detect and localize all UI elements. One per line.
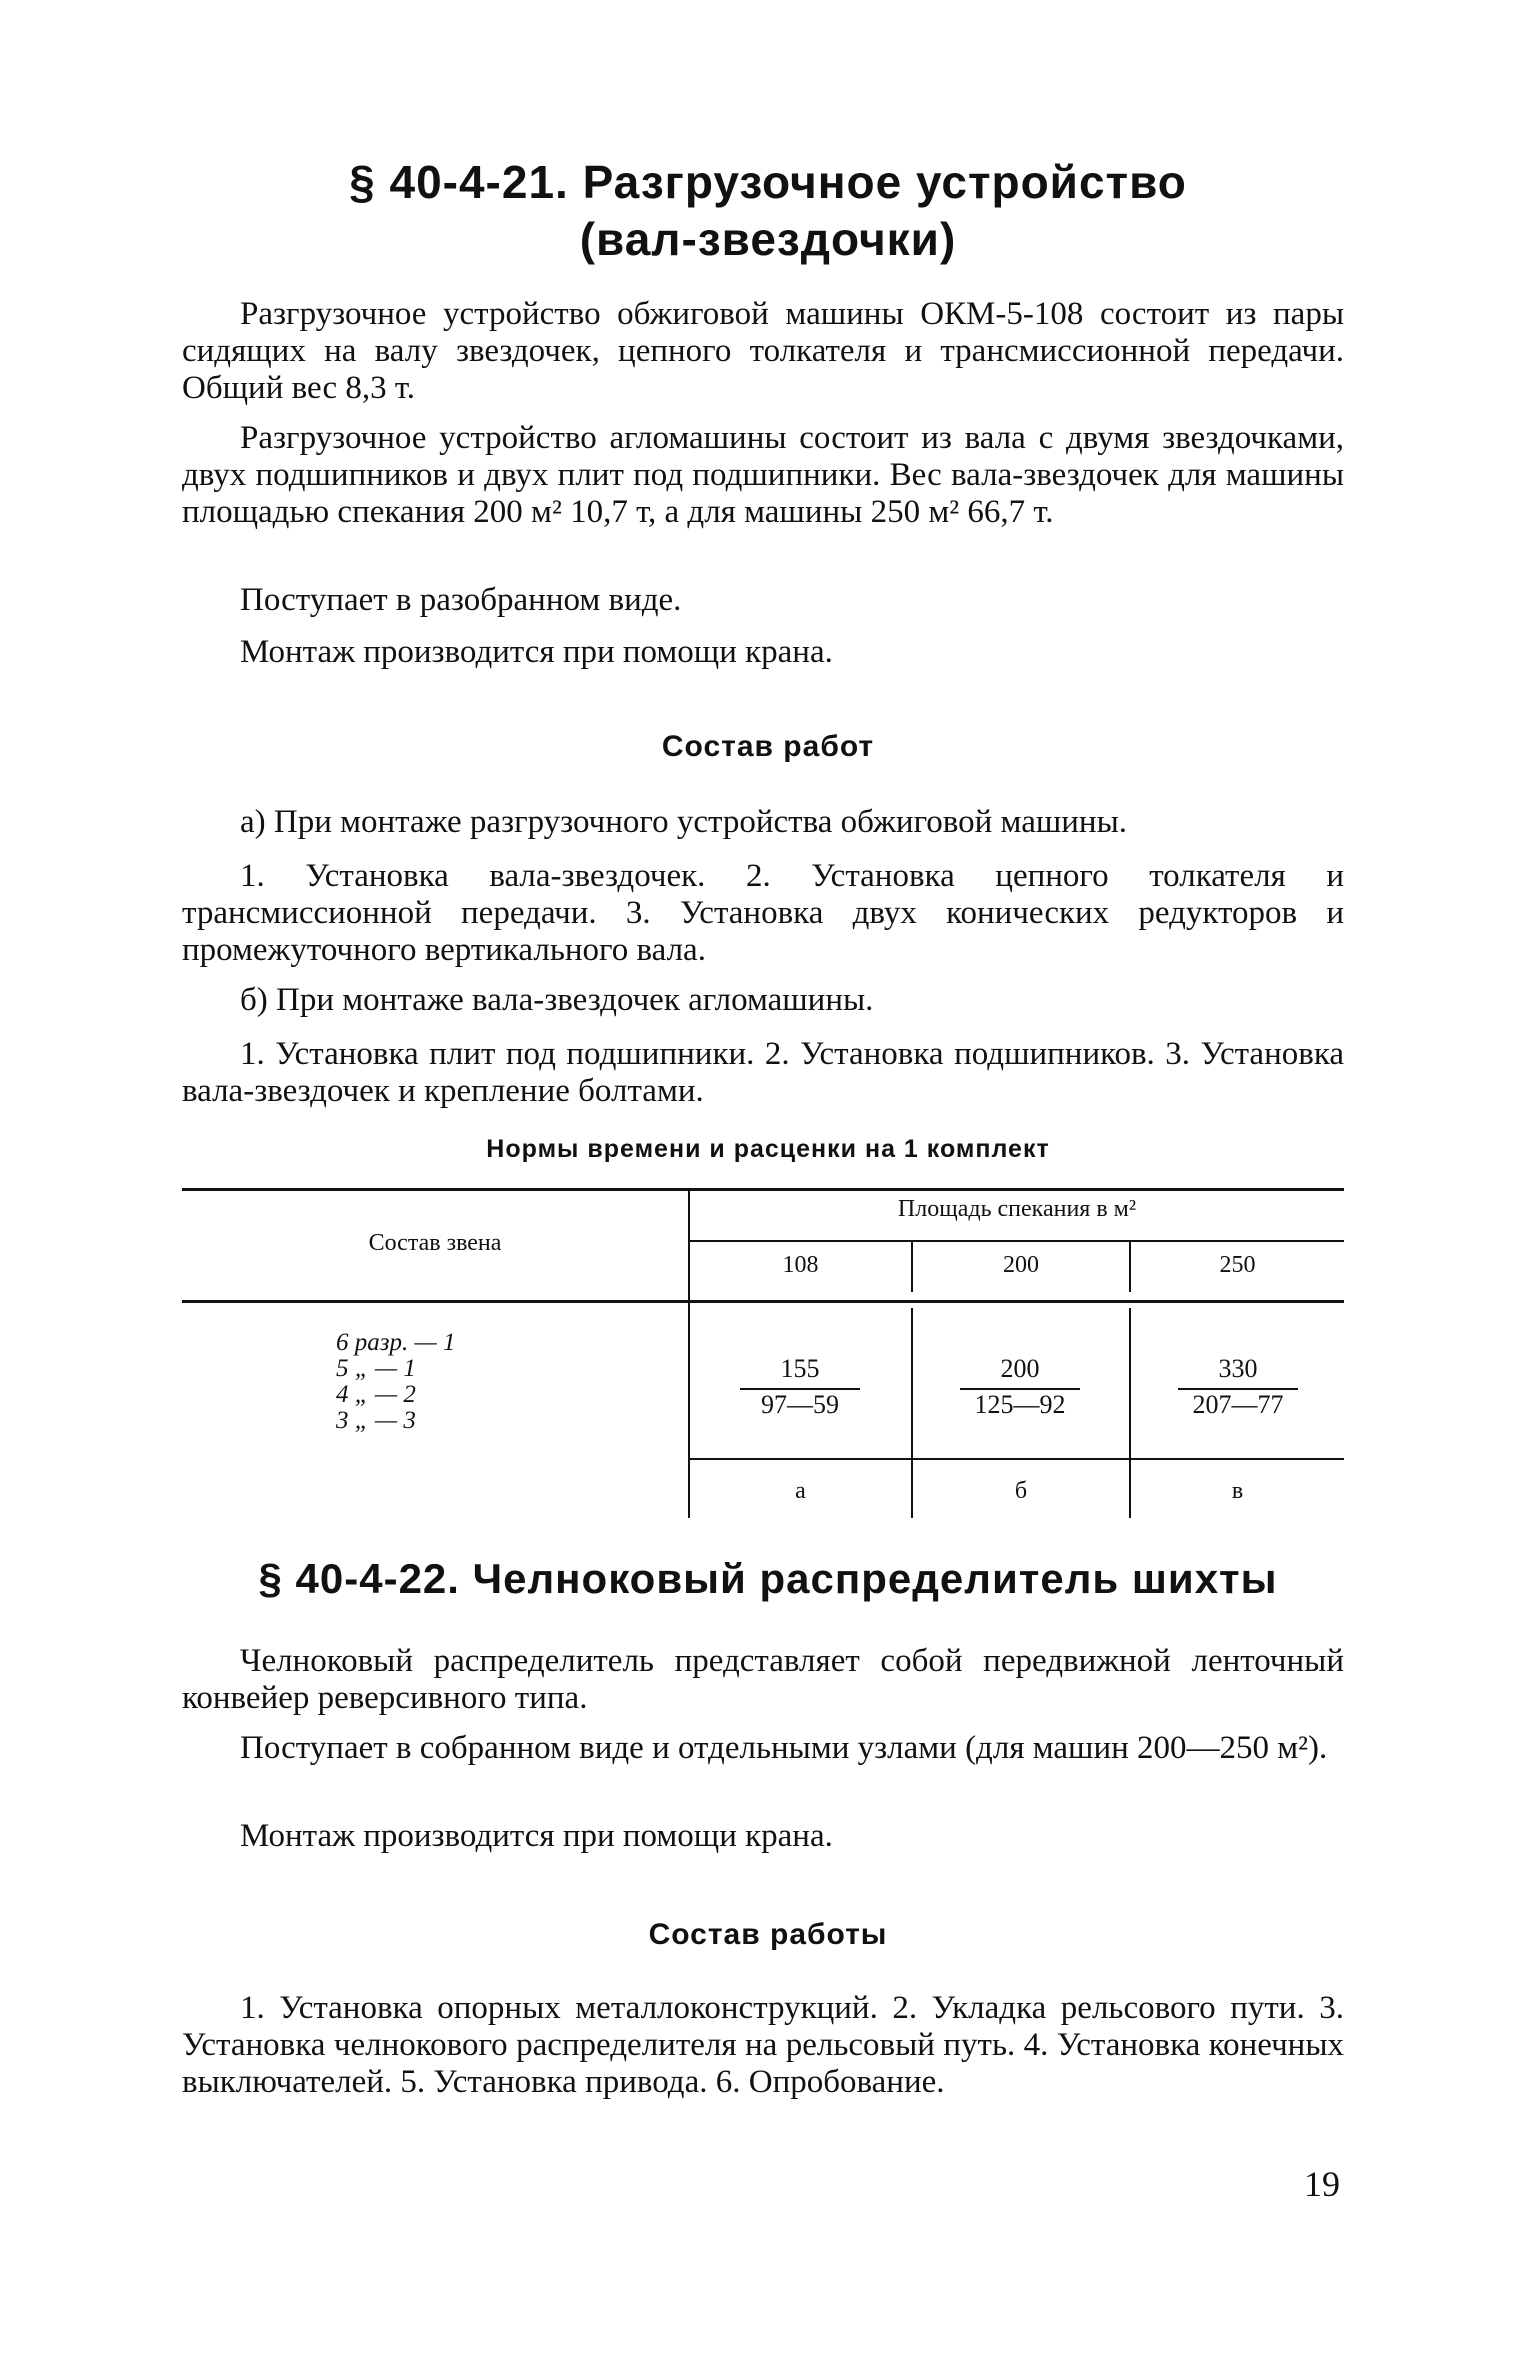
item-a-heading: а) При монтаже разгрузочного устройства обжиговой машины. bbox=[240, 804, 1128, 840]
header-area: Площадь спекания в м² bbox=[897, 1196, 1137, 1222]
price-value: 97—59 bbox=[740, 1388, 860, 1420]
header-column: 250 bbox=[1219, 1252, 1256, 1278]
crew-line: 4 „ — 2 bbox=[336, 1381, 416, 1408]
paragraph: Разгрузочное устройство обжиговой машины ОКМ-5-108 состоит из пары сидящих на валу звездочек, цепного толкателя и трансмиссионной передачи. Общий вес 8,3 т. bbox=[182, 296, 1344, 406]
item-b-heading: б) При монтаже вала-звездочек агломашины. bbox=[240, 982, 874, 1018]
table-vline bbox=[688, 1188, 690, 1518]
norm-value: 330 bbox=[1218, 1354, 1258, 1383]
page-number: 19 bbox=[1304, 2164, 1340, 2204]
section-title: § 40-4-21. Разгрузочное устройство bbox=[349, 156, 1187, 208]
item-b-text: 1. Установка плит под подшипники. 2. Установка подшипников. 3. Установка вала-звездочек и крепление болтами. bbox=[182, 1036, 1344, 1109]
table-header-bottom-rule bbox=[182, 1300, 1344, 1303]
paragraph: Разгрузочное устройство агломашины состоит из вала с двумя звездочками, двух подшипников и двух плит под подшипники. Вес вала-звездочек для машины площадью спекания 200 м² 10,7 т, а для машины 250 м² 66,7 т. bbox=[182, 420, 1344, 530]
paragraph: Монтаж производится при помощи крана. bbox=[240, 1818, 833, 1854]
paragraph: Монтаж производится при помощи крана. bbox=[240, 634, 833, 670]
crew-line: 5 „ — 1 bbox=[336, 1355, 416, 1382]
works-heading: Состав работы bbox=[648, 1918, 888, 1951]
header-column: 108 bbox=[782, 1252, 819, 1278]
price-value: 207—77 bbox=[1178, 1388, 1298, 1420]
works-heading: Состав работ bbox=[661, 730, 875, 763]
column-letter: в bbox=[1231, 1478, 1244, 1504]
paragraph: Поступает в разобранном виде. bbox=[240, 582, 682, 618]
table-row-rule bbox=[690, 1458, 1344, 1460]
table-top-rule bbox=[182, 1188, 1344, 1191]
item-a-text: 1. Установка вала-звездочек. 2. Установка цепного толкателя и трансмиссионной передачи. 3. Установка двух конических редукторов и промежуточного вертикального вала. bbox=[182, 858, 1344, 968]
paragraph: Поступает в собранном виде и отдельными узлами (для машин 200—250 м²). bbox=[240, 1730, 1328, 1766]
crew-line: 3 „ — 3 bbox=[336, 1407, 416, 1434]
paragraph: Челноковый распределитель представляет собой передвижной ленточный конвейер реверсивного типа. bbox=[182, 1643, 1344, 1716]
section-title: § 40-4-22. Челноковый распределитель шихты bbox=[258, 1555, 1278, 1602]
column-letter: а bbox=[795, 1478, 806, 1504]
norm-value: 155 bbox=[780, 1354, 820, 1383]
column-letter: б bbox=[1014, 1478, 1028, 1504]
table-header-rule bbox=[690, 1240, 1344, 1242]
header-crew: Состав звена bbox=[368, 1230, 502, 1256]
price-value: 125—92 bbox=[960, 1388, 1080, 1420]
section-subtitle: (вал-звездочки) bbox=[579, 213, 957, 265]
header-column: 200 bbox=[1003, 1252, 1039, 1278]
crew-line: 6 разр. — 1 bbox=[336, 1329, 456, 1356]
table-caption: Нормы времени и расценки на 1 комплект bbox=[486, 1135, 1050, 1163]
works-text: 1. Установка опорных металлоконструкций. 2. Укладка рельсового пути. 3. Установка челнокового распределителя на рельсовый путь. 4. Установка конечных выключателей. 5. Установка привода. 6. Опробование. bbox=[182, 1990, 1344, 2100]
norm-value: 200 bbox=[1000, 1354, 1040, 1383]
